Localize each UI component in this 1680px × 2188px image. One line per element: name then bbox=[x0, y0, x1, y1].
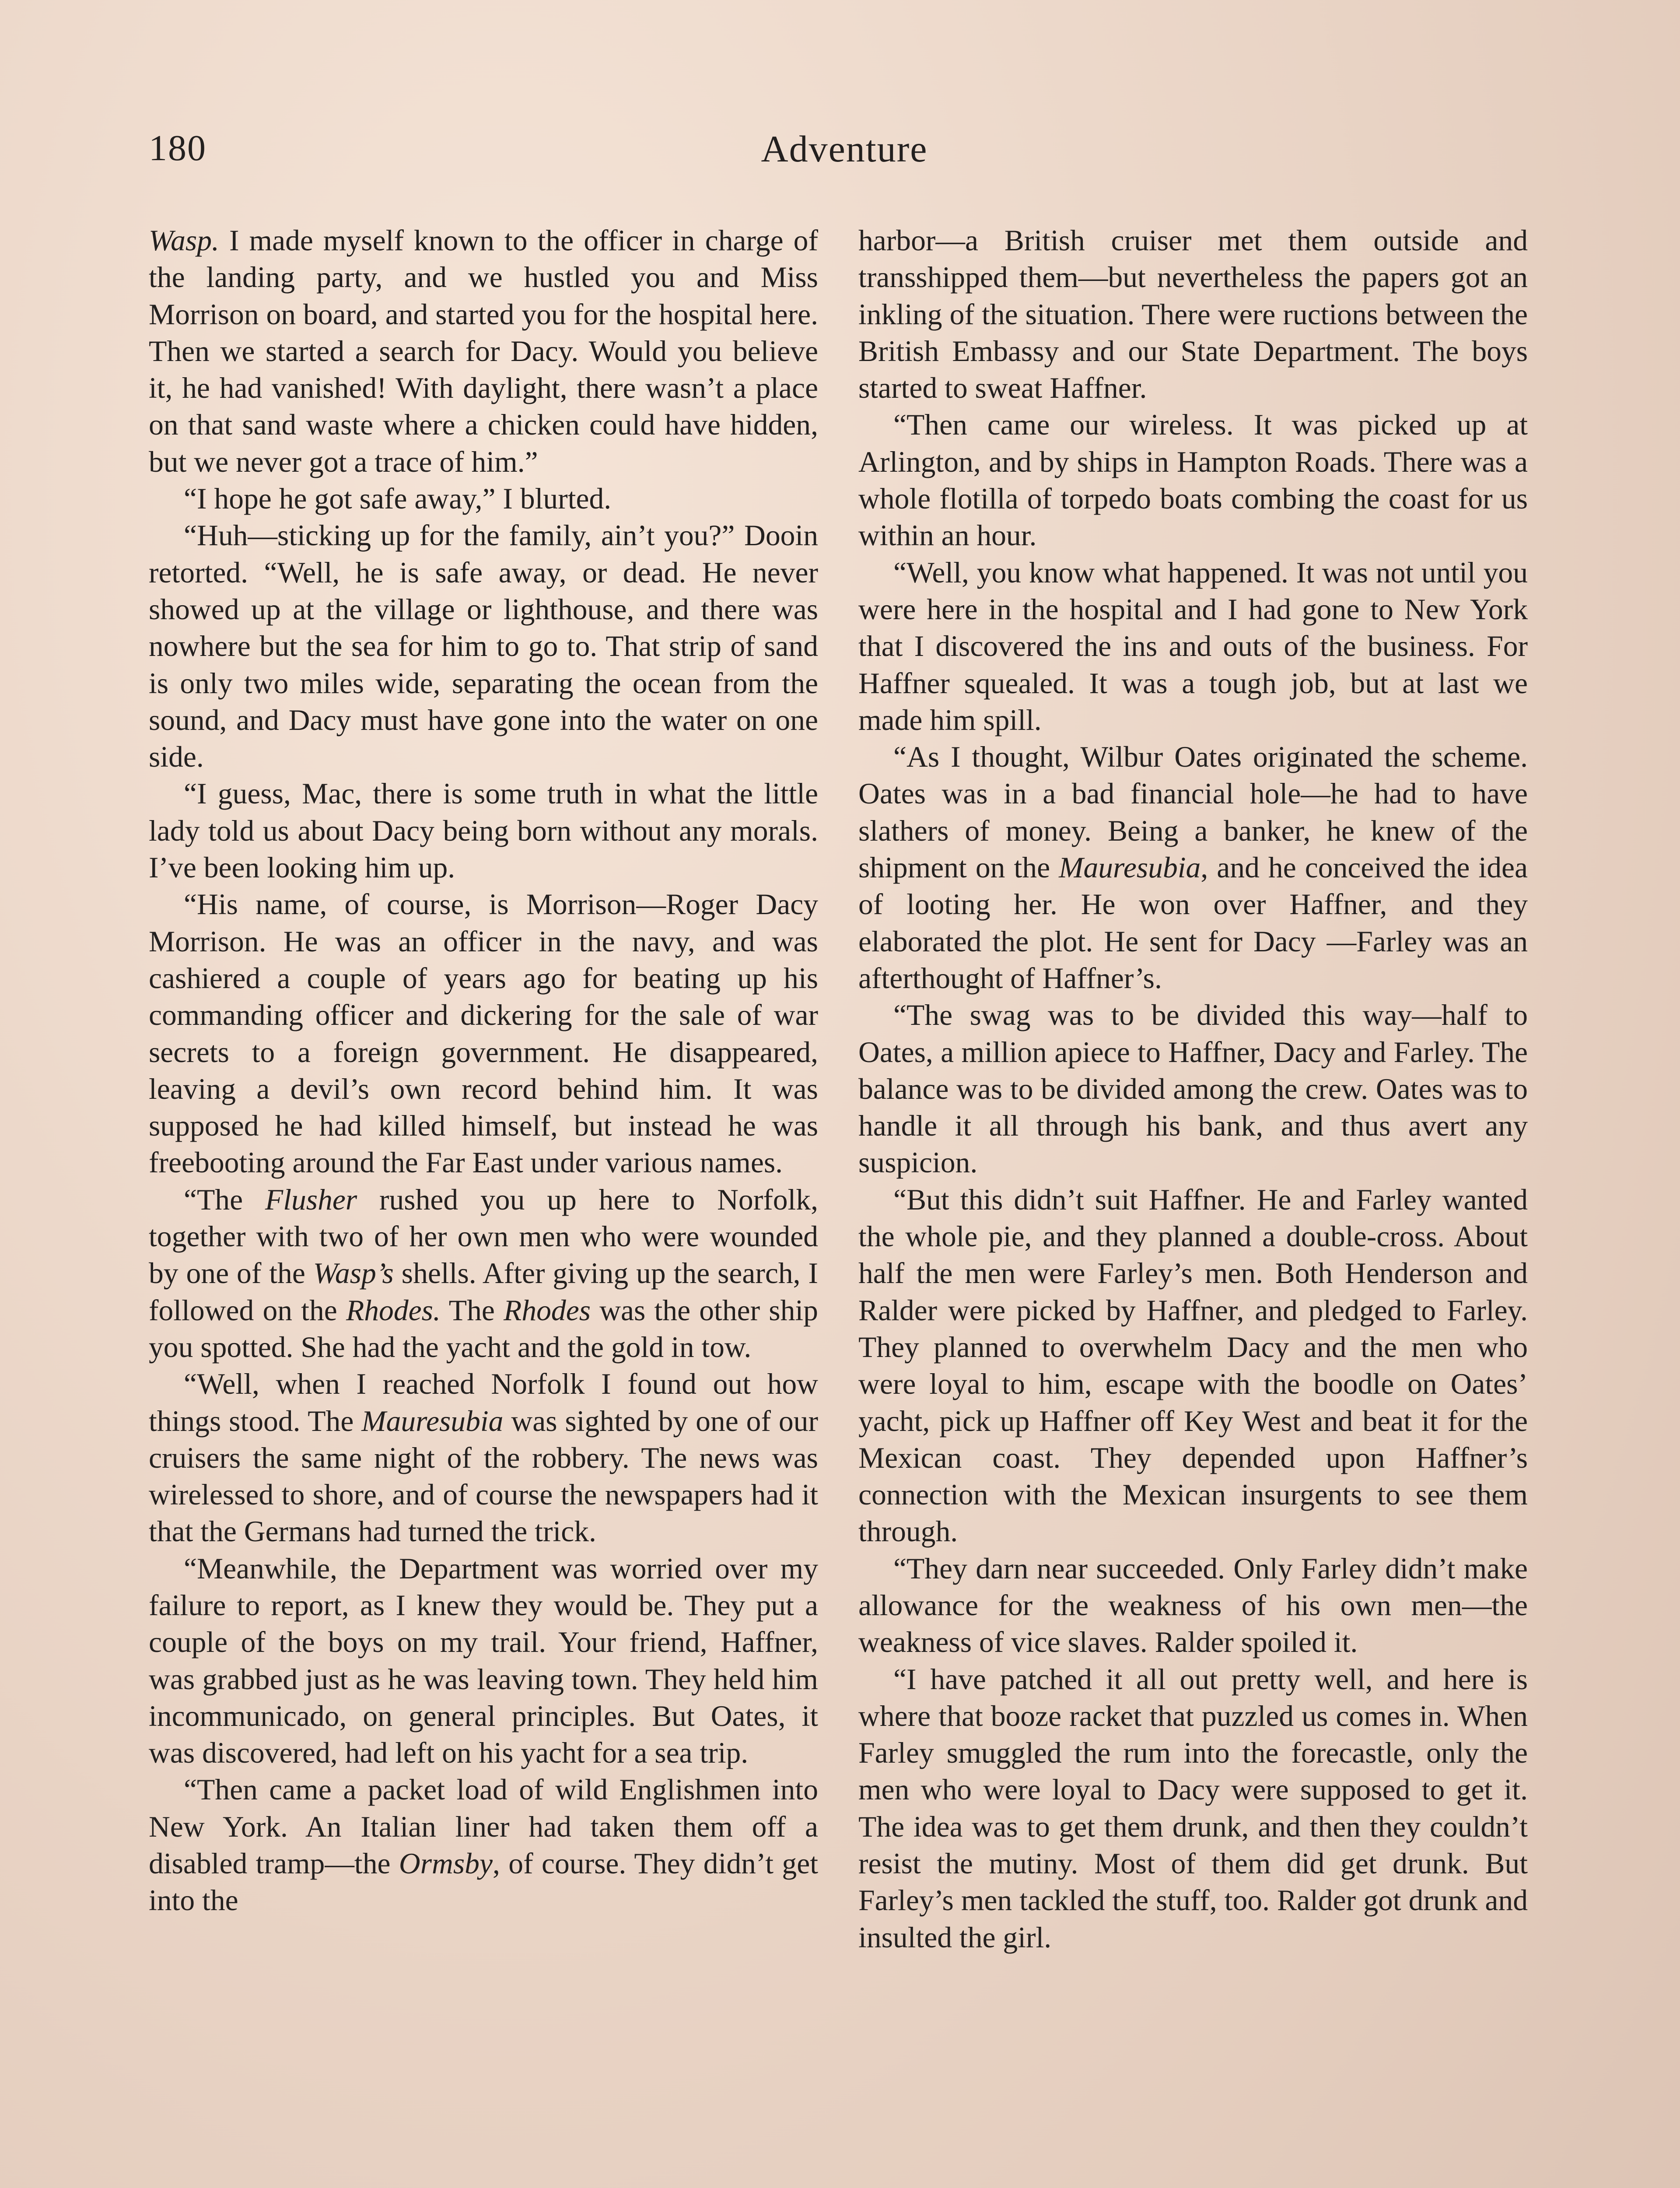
paragraph: “The Flusher rushed you up here to Norfolk, together with two of her own men who were wounded by one of the Wasp’s shells. After giving up the search, I followed on the Rhodes. The Rhodes was the other ship you spotted. She had the yacht and the gold in tow. bbox=[149, 1183, 819, 1364]
paragraph: “They darn near succeeded. Only Farley didn’t make allowance for the weakness of his own men—the weakness of vice slaves. Ralder spoiled it. bbox=[858, 1552, 1528, 1659]
paragraph: “I have patched it all out pretty well, and here is where that booze racket that puzzled us comes in. When Farley smuggled the rum into the forecastle, only the men who were loyal to Dacy were supposed to get it. The idea was to get them drunk, and then they couldn’t resist the mutiny. Most of them did get drunk. But Farley’s men tackled the stuff, too. Ralder got drunk and insulted the girl. bbox=[858, 1662, 1528, 1954]
paragraph: harbor—a British cruiser met them outside and transshipped them—but nevertheless the papers got an inkling of the situation. There were ructions between the British Embassy and our State Department. The boys started to sweat Haffner. bbox=[858, 224, 1528, 405]
paragraph: “Meanwhile, the Department was worried over my failure to report, as I knew they would be. They put a couple of the boys on my trail. Your friend, Haffner, was grabbed just as he was leaving town. They held him incommunicado, on general principles. But Oates, it was discovered, had left on his yacht for a sea trip. bbox=[149, 1552, 818, 1770]
left-text-column bbox=[149, 222, 818, 1919]
paragraph: Wasp. I made myself known to the officer in charge of the landing party, and we hustled you and Miss Morrison on board, and started you for the hospital here. Then we started a search for Dacy. Would you believe it, he had vanished! With daylight, there wasn’t a place on that sand waste where a chicken could have hidden, but we never got a trace of him.” bbox=[149, 224, 818, 478]
paragraph: “As I thought, Wilbur Oates originated the scheme. Oates was in a bad financial hole—he had to have slathers of money. Being a banker, he knew of the shipment on the Mauresubia, and he conceived the idea of looting her. He won over Haffner, and they elaborated the plot. He sent for Dacy —Farley was an afterthought of Haffner’s. bbox=[858, 740, 1528, 995]
paragraph: “Then came our wireless. It was picked up at Arlington, and by ships in Hampton Roads. There was a whole flotilla of torpedo boats combing the coast for us within an hour. bbox=[858, 408, 1528, 552]
paragraph: “I hope he got safe away,” I blurted. bbox=[184, 482, 612, 515]
paragraph: “Well, when I reached Norfolk I found out how things stood. The Mauresubia was sighted by one of our cruisers the same night of the robbery. The news was wirelessed to shore, and of course the newspapers had it that the Germans had turned the trick. bbox=[149, 1368, 818, 1548]
right-text-column bbox=[858, 222, 1528, 1956]
paragraph: “I guess, Mac, there is some truth in what the little lady told us about Dacy being born without any morals. I’ve been looking him up. bbox=[149, 777, 818, 884]
paragraph: “Then came a packet load of wild Englishmen into New York. An Italian liner had taken them off a disabled tramp—the Ormsby, of course. They didn’t get into the bbox=[149, 1773, 819, 1917]
running-head: Adventure bbox=[761, 128, 928, 170]
paragraph: “Huh—sticking up for the family, ain’t you?” Dooin retorted. “Well, he is safe away, or dead. He never showed up at the village or lighthouse, and there was nowhere but the sea for him to go to. That strip of sand is only two miles wide, separating the ocean from the sound, and Dacy must have gone into the water on one side. bbox=[149, 519, 818, 774]
page-header bbox=[149, 127, 1540, 184]
paragraph: “Well, you know what happened. It was not until you were here in the hospital and I had gone to New York that I discovered the ins and outs of the business. For Haffner squealed. It was a tough job, but at last we made him spill. bbox=[858, 556, 1528, 736]
paragraph: “His name, of course, is Morrison—Roger Dacy Morrison. He was an officer in the navy, and was cashiered a couple of years ago for beating up his commanding officer and dickering for the sale of war secrets to a foreign government. He disappeared, leaving a devil’s own record behind him. It was supposed he had killed himself, but instead he was freebooting around the Far East under various names. bbox=[149, 888, 818, 1179]
paragraph: “The swag was to be divided this way—half to Oates, a million apiece to Haffner, Dacy and Farley. The balance was to be divided among the crew. Oates was to handle it all through his bank, and thus avert any suspicion. bbox=[858, 999, 1528, 1179]
paragraph: “But this didn’t suit Haffner. He and Farley wanted the whole pie, and they planned a double-cross. About half the men were Farley’s men. Both Henderson and Ralder were picked by Haffner, and pledged to Farley. They planned to overwhelm Dacy and the men who were loyal to him, escape with the boodle on Oates’ yacht, pick up Haffner off Key West and beat it for the Mexican coast. They depended upon Haffner’s connection with the Mexican insurgents to see them through. bbox=[858, 1183, 1528, 1548]
page-number: 180 bbox=[149, 128, 206, 168]
